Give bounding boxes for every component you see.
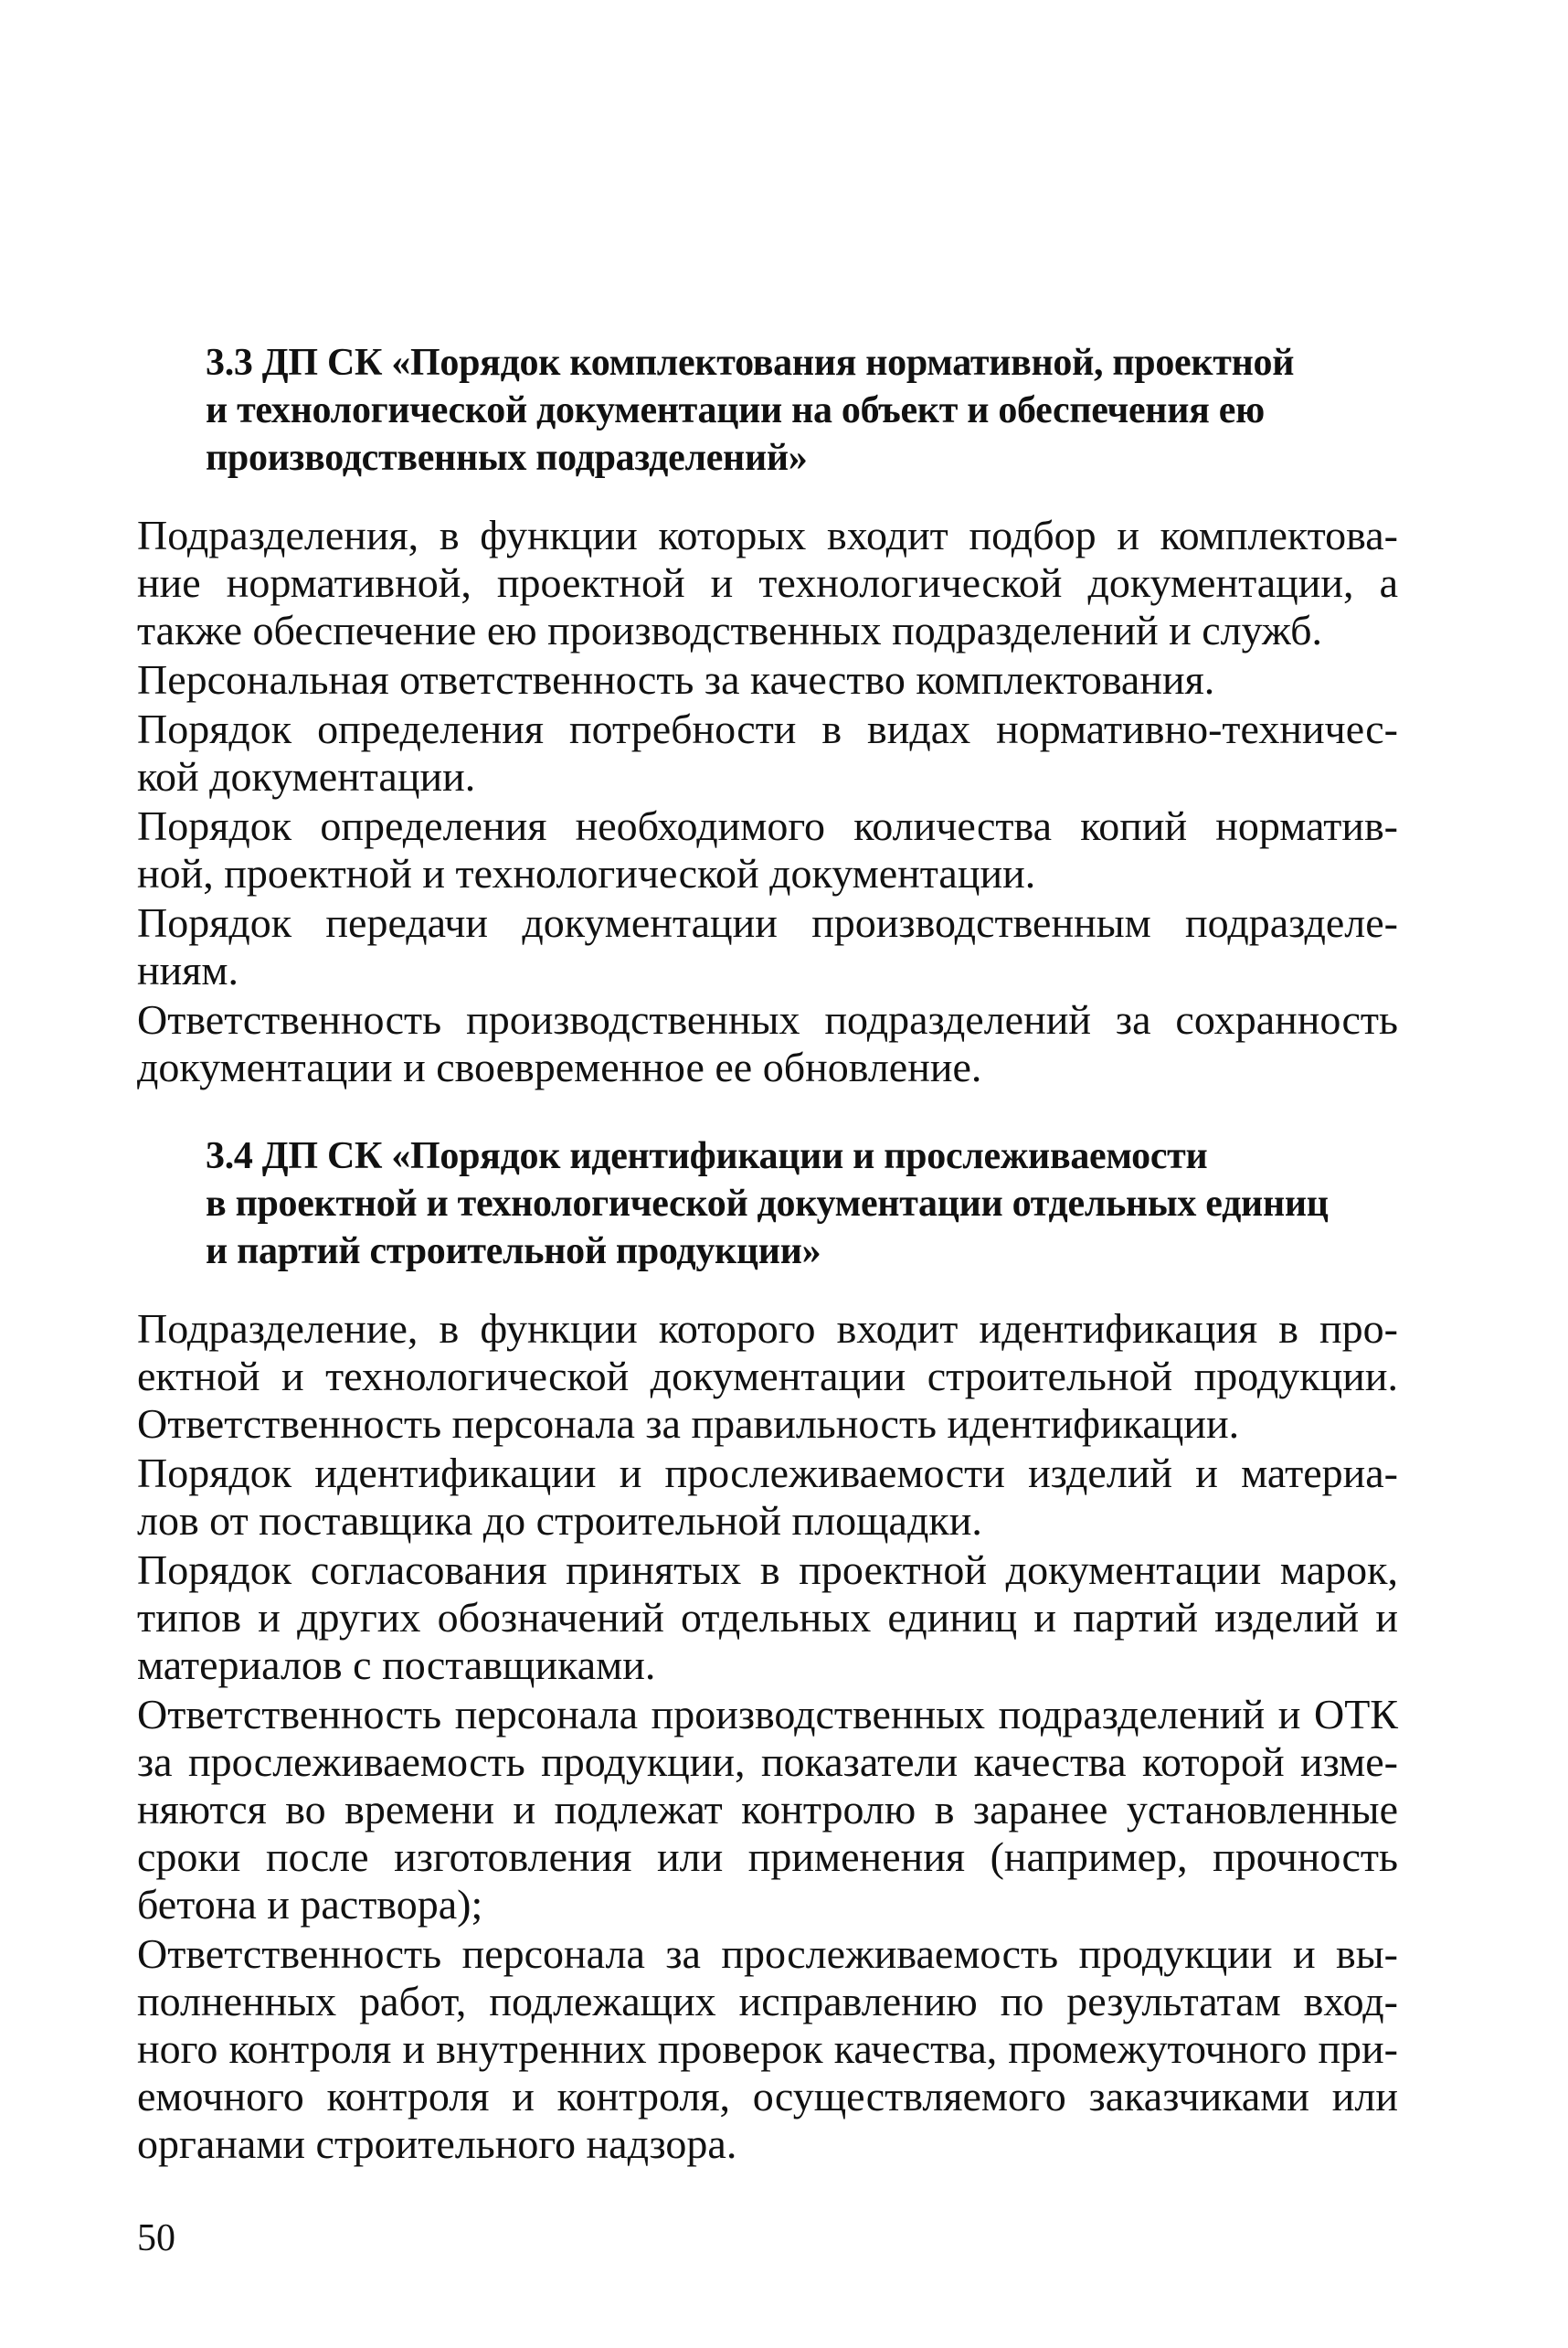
section-3-4-line-2: ектной и технологической документации строительной продукции. — [137, 1353, 1398, 1399]
section-3-4-line-5: лов от поставщика до строительной площадки. — [137, 1497, 982, 1544]
section-3-3-line-10: ниям. — [137, 947, 239, 993]
section-3-4-line-11: няются во времени и подлежат контролю в заранее установленные — [137, 1786, 1398, 1833]
section-3-4-line-16: ного контроля и внутренних проверок качества, промежуточного при- — [137, 2025, 1398, 2072]
section-3-4-line-12: сроки после изготовления или применения (например, прочность — [137, 1833, 1398, 1880]
section-3-3-line-11: Ответственность производственных подразделений за сохранность — [137, 996, 1398, 1043]
section-3-3-line-4: Персональная ответственность за качество комплектования. — [137, 656, 1215, 703]
section-3-3-line-5: Порядок определения потребности в видах нормативно-техничес- — [137, 706, 1398, 752]
section-3-3-line-12: документации и своевременное ее обновление. — [137, 1044, 982, 1090]
section-3-4-line-3: Ответственность персонала за правильность идентификации. — [137, 1400, 1240, 1447]
section-3-4-line-14: Ответственность персонала за прослеживаемость продукции и вы- — [137, 1930, 1398, 1977]
section-3-4-heading-line-1: 3.4 ДП СК «Порядок идентификации и прослеживаемости — [206, 1135, 1208, 1177]
section-3-3-heading-line-1: 3.3 ДП СК «Порядок комплектования нормативной, проектной — [206, 342, 1295, 384]
section-3-3-heading-line-2: и технологической документации на объект и обеспечения ею — [206, 389, 1265, 431]
section-3-4-line-7: типов и других обозначений отдельных единиц и партий изделий и — [137, 1594, 1398, 1641]
section-3-3-line-2: ние нормативной, проектной и технологической документации, а — [137, 559, 1398, 606]
section-3-3-line-8: ной, проектной и технологической документации. — [137, 850, 1036, 897]
section-3-4-line-8: материалов с поставщиками. — [137, 1641, 656, 1688]
section-3-4-line-17: емочного контроля и контроля, осуществляемого заказчиками или — [137, 2073, 1398, 2120]
section-3-3-line-9: Порядок передачи документации производственным подразделе- — [137, 899, 1398, 946]
section-3-4-heading-line-3: и партий строительной продукции» — [206, 1230, 821, 1272]
section-3-4-line-4: Порядок идентификации и прослеживаемости изделий и материа- — [137, 1450, 1398, 1496]
section-3-4-line-6: Порядок согласования принятых в проектной документации марок, — [137, 1546, 1398, 1593]
section-3-3-line-7: Порядок определения необходимого количества копий норматив- — [137, 802, 1398, 849]
section-3-3-line-3: также обеспечение ею производственных подразделений и служб. — [137, 607, 1323, 653]
section-3-4-line-15: полненных работ, подлежащих исправлению по результатам вход- — [137, 1978, 1398, 2024]
page-number: 50 — [137, 2217, 175, 2259]
section-3-4-line-9: Ответственность персонала производственных подразделений и ОТК — [137, 1691, 1398, 1737]
section-3-3-heading-line-3: производственных подразделений» — [206, 437, 808, 479]
section-3-3-line-1: Подразделения, в функции которых входит подбор и комплектова- — [137, 512, 1398, 558]
section-3-4-line-18: органами строительного надзора. — [137, 2120, 737, 2167]
section-3-4-line-13: бетона и раствора); — [137, 1881, 483, 1928]
section-3-4-line-10: за прослеживаемость продукции, показатели качества которой изме- — [137, 1738, 1398, 1785]
section-3-4-heading-line-2: в проектной и технологической документации отдельных единиц — [206, 1183, 1329, 1225]
section-3-3-line-6: кой документации. — [137, 753, 476, 800]
section-3-4-line-1: Подразделение, в функции которого входит идентификация в про- — [137, 1305, 1398, 1352]
